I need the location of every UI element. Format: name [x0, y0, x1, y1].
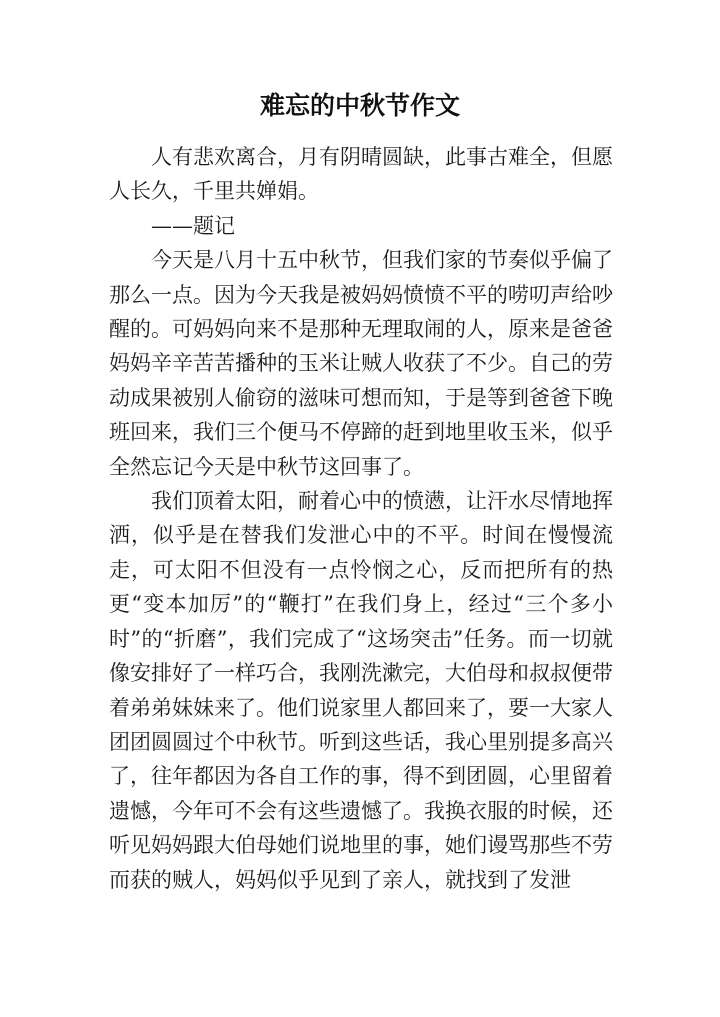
body-paragraph: 我们顶着太阳，耐着心中的愤懑，让汗水尽情地挥洒，似乎是在替我们发泄心中的不平。时间在慢慢流走，可太阳不但没有一点怜悯之心，反而把所有的热更“变本加厉”的“鞭打”在我们身上，经过“三个多小时”的“折磨”，我们完成了“这场突击”任务。而一切就像安排好了一样巧合，我刚洗漱完，大伯母和叔叔便带着弟弟妹妹来了。他们说家里人都回来了，要一大家人团团圆圆过个中秋节。听到这些话，我心里别提多高兴了，往年都因为各自工作的事，得不到团圆，心里留着遗憾，今年可不会有这些遗憾了。我换衣服的时候，还听见妈妈跟大伯母她们说地里的事，她们谩骂那些不劳而获的贼人，妈妈似乎见到了亲人，就找到了发泄 — [109, 489, 613, 892]
epigraph-paragraph: 人有悲欢离合，月有阴晴圆缺，此事古难全，但愿人长久，千里共婵娟。 — [109, 145, 613, 204]
body-paragraph: 今天是八月十五中秋节，但我们家的节奏似乎偏了那么一点。因为今天我是被妈妈愤愤不平的唠叨声给吵醒的。可妈妈向来不是那种无理取闹的人，原来是爸爸妈妈辛辛苦苦播种的玉米让贼人收获了不少。自己的劳动成果被别人偷窃的滋味可想而知，于是等到爸爸下晚班回来，我们三个便马不停蹄的赶到地里收玉米，似乎全然忘记今天是中秋节这回事了。 — [109, 248, 613, 479]
document-title: 难忘的中秋节作文 — [259, 91, 460, 120]
epigraph-attribution: ——题记 — [151, 213, 235, 238]
document-body — [109, 140, 613, 897]
